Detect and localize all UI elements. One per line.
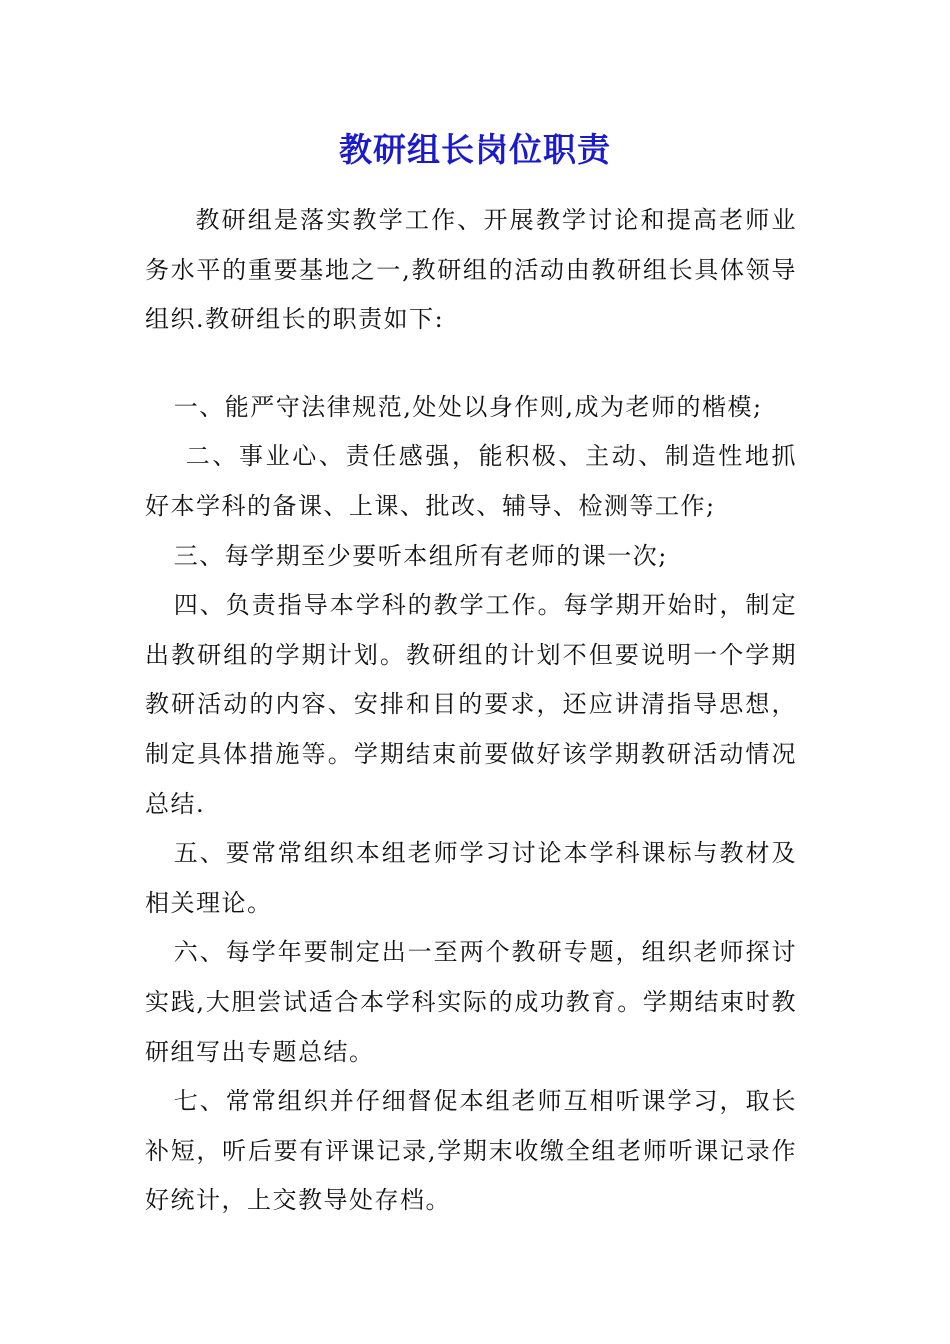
duty-item-2: 二、事业心、责任感强，能积极、主动、制造性地抓好本学科的备课、上课、批改、辅导、检测等工作; [145,442,797,520]
duty-item-5: 五、要常常组织本组老师学习讨论本学科课标与教材及相关理论。 [145,839,797,917]
duty-item-3: 三、每学期至少要听本组所有老师的课一次; [173,541,668,570]
document-body [145,196,797,1226]
duty-item-7: 七、常常组织并仔细督促本组老师互相听课学习，取长补短，听后要有评课记录,学期末收缴全组老师听课记录作好统计，上交教导处存档。 [145,1087,797,1215]
document-title: 教研组长岗位职责 [339,130,611,169]
intro-paragraph: 教研组是落实教学工作、开展教学讨论和提高老师业务水平的重要基地之一,教研组的活动由教研组长具体领导组织.教研组长的职责如下: [145,206,797,334]
duty-item-4: 四、负责指导本学科的教学工作。每学期开始时，制定出教研组的学期计划。教研组的计划不但要说明一个学期教研活动的内容、安排和目的要求，还应讲清指导思想，制定具体措施等。学期结束前要做好该学期教研活动情况总结. [145,591,797,818]
paragraph-gap [145,345,797,383]
duty-item-1: 一、能严守法律规范,处处以身作则,成为老师的楷模; [173,392,763,421]
duty-item-6: 六、每学年要制定出一至两个教研专题，组织老师探讨实践,大胆尝试适合本学科实际的成功教育。学期结束时教研组写出专题总结。 [145,938,797,1066]
